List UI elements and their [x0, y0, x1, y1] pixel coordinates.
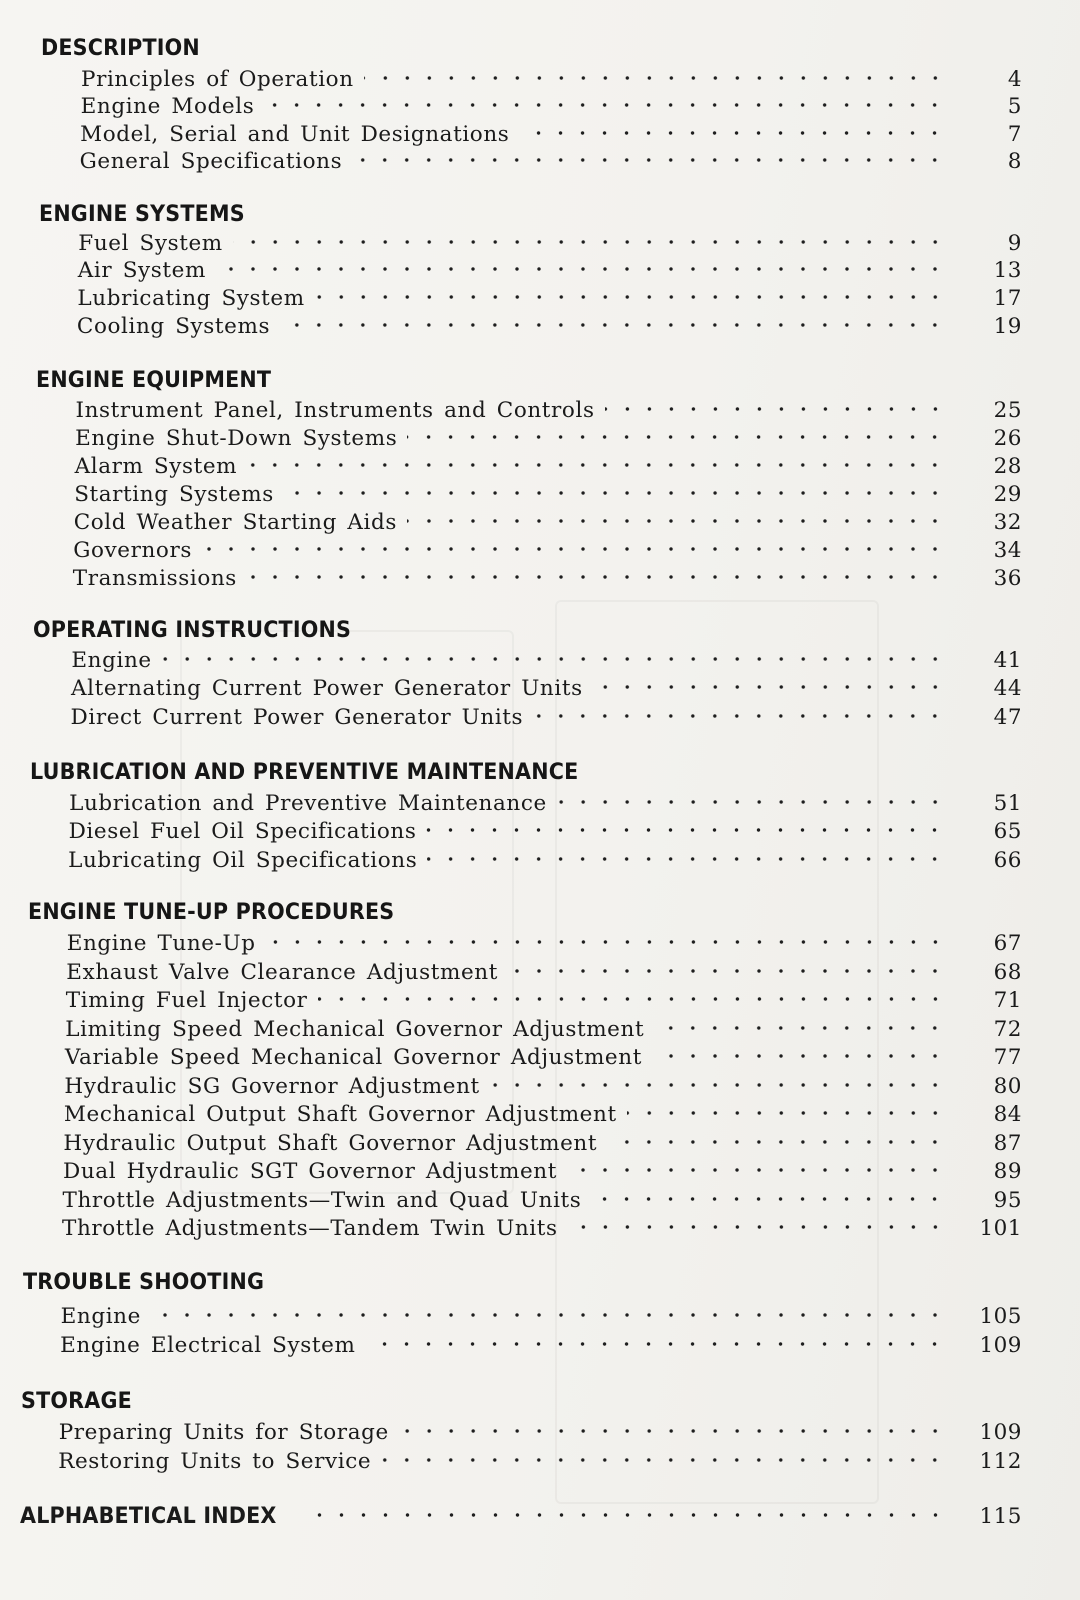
page-number: 36 [993, 566, 1022, 591]
dot-leader [399, 1420, 946, 1442]
entry-title: Transmissions [72, 566, 237, 591]
dot-leader [533, 705, 946, 727]
dot-leader [427, 848, 946, 870]
toc-entry [71, 673, 1022, 701]
entry-title: Governors [73, 538, 192, 563]
dot-leader [284, 482, 946, 504]
dot-leader [266, 931, 946, 953]
entry-title: Throttle Adjustments—Tandem Twin Units [62, 1216, 558, 1241]
page-number: 19 [993, 314, 1022, 339]
entry-title: Restoring Units to Service [58, 1449, 372, 1474]
entry-title: Mechanical Output Shaft Governor Adjustment [63, 1102, 617, 1127]
page-number: 71 [993, 988, 1022, 1013]
page-number: 101 [979, 1216, 1022, 1241]
page-number: 67 [993, 931, 1022, 956]
toc-entry [73, 563, 1022, 591]
section-heading: ENGINE SYSTEMS [38, 202, 245, 227]
dot-leader [652, 1045, 946, 1067]
toc-entry [64, 1071, 1022, 1099]
page-number: 95 [993, 1188, 1022, 1213]
toc-entry [76, 395, 1023, 423]
toc-entry [71, 645, 1022, 673]
page-number: 84 [993, 1102, 1022, 1127]
dot-leader [426, 819, 946, 841]
page-number: 89 [993, 1159, 1022, 1184]
toc-entry [68, 845, 1022, 873]
page-number: 66 [993, 848, 1022, 873]
toc-entry [81, 64, 1022, 92]
page-number: 4 [1007, 67, 1022, 92]
entry-title: Exhaust Valve Clearance Adjustment [66, 960, 498, 985]
dot-leader [280, 314, 946, 336]
dot-leader [352, 149, 946, 171]
page-number: 28 [993, 454, 1022, 479]
entry-title: Throttle Adjustments—Twin and Quad Units [62, 1188, 582, 1213]
toc-entry [60, 1330, 1022, 1358]
dot-leader [303, 1504, 946, 1526]
page-number: 8 [1007, 149, 1022, 174]
section-heading: STORAGE [21, 1389, 133, 1414]
toc-entry [75, 423, 1022, 451]
page-number: 34 [993, 538, 1022, 563]
toc-entry [75, 451, 1022, 479]
entry-title: Air System [77, 258, 206, 283]
toc-final-entry [20, 1501, 1022, 1529]
page-number: 26 [993, 426, 1022, 451]
entry-title: Lubrication and Preventive Maintenance [69, 791, 547, 816]
toc-entry [74, 479, 1022, 507]
dot-leader [381, 1449, 946, 1471]
entry-title: Dual Hydraulic SGT Governor Adjustment [63, 1159, 557, 1184]
toc-entry [81, 91, 1022, 119]
entry-title: Alarm System [74, 454, 238, 479]
dot-leader [247, 566, 946, 588]
toc-entry [80, 119, 1022, 147]
toc-entry [65, 1014, 1022, 1042]
dot-leader [216, 258, 946, 280]
page-number: 112 [979, 1449, 1022, 1474]
dot-leader [233, 231, 946, 253]
page-number: 41 [993, 648, 1022, 673]
section-heading: OPERATING INSTRUCTIONS [32, 618, 351, 643]
entry-title: Engine Electrical System [60, 1333, 356, 1358]
toc-entry [61, 1301, 1022, 1329]
toc-entry [63, 1128, 1022, 1156]
page-number: 65 [993, 819, 1022, 844]
entry-title: Hydraulic SG Governor Adjustment [64, 1074, 480, 1099]
section-heading: ALPHABETICAL INDEX [19, 1504, 277, 1529]
page-number: 25 [993, 398, 1022, 423]
toc-entry [77, 311, 1022, 339]
entry-title: Timing Fuel Injector [65, 988, 308, 1013]
dot-leader [318, 988, 946, 1010]
dot-leader [607, 1131, 946, 1153]
toc-entry [62, 1213, 1022, 1241]
entry-title: Fuel System [78, 231, 223, 256]
page-number: 29 [993, 482, 1022, 507]
dot-leader [365, 1333, 946, 1355]
page-number: 32 [993, 510, 1022, 535]
entry-title: Engine [60, 1304, 141, 1329]
dot-leader [202, 538, 946, 560]
dot-leader [151, 1304, 946, 1326]
toc-entry [64, 1099, 1022, 1127]
entry-title: Preparing Units for Storage [58, 1420, 389, 1445]
page-number: 7 [1007, 122, 1022, 147]
dot-leader [519, 122, 946, 144]
toc-entry [59, 1417, 1022, 1445]
toc-entry [78, 255, 1022, 283]
toc-entry [66, 985, 1022, 1013]
dot-leader [627, 1102, 946, 1124]
page-number: 72 [993, 1017, 1022, 1042]
dot-leader [605, 398, 946, 420]
entry-title: Alternating Current Power Generator Units [71, 676, 583, 701]
entry-title: Limiting Speed Mechanical Governor Adjustment [65, 1017, 645, 1042]
dot-leader [407, 426, 946, 448]
dot-leader [591, 1188, 946, 1210]
entry-title: Hydraulic Output Shaft Governor Adjustment [63, 1131, 598, 1156]
page-number: 17 [993, 286, 1022, 311]
dot-leader [557, 791, 946, 813]
entry-title: Model, Serial and Unit Designations [80, 122, 510, 147]
page-number: 47 [993, 705, 1022, 730]
toc-entry [65, 1042, 1022, 1070]
dot-leader [162, 648, 946, 670]
toc-entry [63, 1185, 1023, 1213]
page-number: 105 [979, 1304, 1022, 1329]
dot-leader [508, 960, 946, 982]
section-heading: DESCRIPTION [41, 36, 200, 61]
page-number: 51 [993, 791, 1022, 816]
toc-entry [80, 146, 1022, 174]
page-number: 109 [979, 1333, 1022, 1358]
dot-leader [407, 510, 946, 532]
dot-leader [247, 454, 946, 476]
toc-entry [78, 228, 1022, 256]
dot-leader [654, 1017, 946, 1039]
toc-entry [63, 1156, 1022, 1184]
page-number: 44 [993, 676, 1022, 701]
entry-title: Engine Tune-Up [66, 931, 256, 956]
dot-leader [364, 67, 946, 89]
page-number: 115 [979, 1504, 1022, 1529]
dot-leader [568, 1216, 946, 1238]
dot-leader [264, 94, 946, 116]
section-heading: ENGINE TUNE-UP PROCEDURES [28, 900, 395, 925]
toc-entry [58, 1446, 1022, 1474]
toc-entry [74, 507, 1022, 535]
entry-title: Engine Shut-Down Systems [75, 426, 398, 451]
entry-title: General Specifications [79, 149, 343, 174]
entry-title: Cooling Systems [76, 314, 271, 339]
toc-entry [69, 816, 1022, 844]
section-heading: TROUBLE SHOOTING [23, 1270, 265, 1295]
section-heading: ENGINE EQUIPMENT [36, 368, 272, 393]
entry-title: Lubricating Oil Specifications [68, 848, 418, 873]
page-number: 13 [993, 258, 1022, 283]
dot-leader [315, 286, 946, 308]
toc-entry [69, 788, 1022, 816]
entry-title: Engine Models [80, 94, 255, 119]
page-number: 80 [993, 1074, 1022, 1099]
entry-title: Instrument Panel, Instruments and Controls [75, 398, 595, 423]
entry-title: Engine [71, 648, 152, 673]
toc-entry [77, 283, 1022, 311]
page-number: 5 [1007, 94, 1022, 119]
page-number: 9 [1007, 231, 1022, 256]
toc-entry [73, 535, 1022, 563]
dot-leader [567, 1159, 946, 1181]
entry-title: Principles of Operation [81, 67, 354, 92]
entry-title: Variable Speed Mechanical Governor Adjustment [64, 1045, 642, 1070]
page-number: 77 [993, 1045, 1022, 1070]
toc-entry [66, 957, 1022, 985]
section-heading: LUBRICATION AND PREVENTIVE MAINTENANCE [30, 760, 579, 785]
toc-entry [71, 702, 1023, 730]
entry-title: Starting Systems [74, 482, 274, 507]
dot-leader [490, 1074, 946, 1096]
page-number: 109 [979, 1420, 1022, 1445]
dot-leader [593, 676, 946, 698]
page-number: 87 [993, 1131, 1022, 1156]
page-number: 68 [993, 960, 1022, 985]
toc-entry [67, 928, 1022, 956]
entry-title: Lubricating System [77, 286, 305, 311]
entry-title: Cold Weather Starting Aids [73, 510, 397, 535]
entry-title: Diesel Fuel Oil Specifications [68, 819, 417, 844]
entry-title: Direct Current Power Generator Units [70, 705, 524, 730]
